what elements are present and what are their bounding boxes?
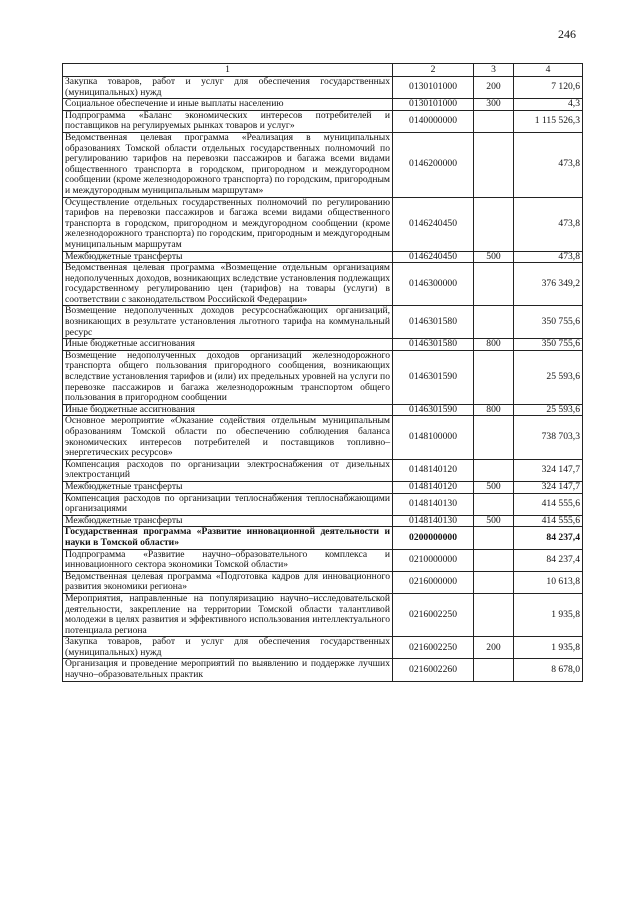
row-amount: 84 237,4: [514, 549, 583, 571]
row-target-code: 0146200000: [393, 132, 474, 197]
row-expense-type: 800: [474, 339, 514, 351]
table-row: [63, 416, 583, 459]
header-col-2: 2: [393, 64, 474, 77]
row-description: Осуществление отдельных государственных полномочий по регулированию тарифов на перевозки пассажиров и багажа всеми видами общественного транспорта в городском, пригородном и междугородном сообщении (кроме железнодорожного транспорта) по городским, пригородным и междугородным муниципальным маршрутам: [63, 197, 393, 251]
row-target-code: 0200000000: [393, 527, 474, 549]
row-amount: 350 755,6: [514, 339, 583, 351]
table-row: [63, 637, 583, 659]
row-amount: 25 593,6: [514, 350, 583, 404]
row-target-code: 0216002250: [393, 637, 474, 659]
row-amount: 473,8: [514, 197, 583, 251]
table-row: [63, 197, 583, 251]
row-target-code: 0140000000: [393, 110, 474, 132]
row-amount: 10 613,8: [514, 571, 583, 593]
row-expense-type: 300: [474, 99, 514, 111]
table-row: [63, 659, 583, 681]
row-target-code: 0148140120: [393, 481, 474, 493]
row-description: Компенсация расходов по организации теплоснабжения теплоснабжающими организациями: [63, 493, 393, 515]
row-description: Иные бюджетные ассигнования: [63, 339, 393, 351]
row-expense-type: [474, 659, 514, 681]
table-row: [63, 251, 583, 263]
row-target-code: 0146240450: [393, 251, 474, 263]
table-row: [63, 99, 583, 111]
row-expense-type: 200: [474, 77, 514, 99]
row-expense-type: [474, 263, 514, 306]
row-expense-type: 500: [474, 251, 514, 263]
row-expense-type: 800: [474, 404, 514, 416]
row-amount: 84 237,4: [514, 527, 583, 549]
table-row: [63, 571, 583, 593]
table-row: [63, 110, 583, 132]
row-expense-type: [474, 416, 514, 459]
row-expense-type: [474, 593, 514, 636]
row-target-code: 0210000000: [393, 549, 474, 571]
row-description: Межбюджетные трансферты: [63, 251, 393, 263]
row-expense-type: [474, 197, 514, 251]
table-row: [63, 493, 583, 515]
table-row: [63, 132, 583, 197]
row-target-code: 0216002250: [393, 593, 474, 636]
table-row: [63, 459, 583, 481]
row-target-code: 0146301580: [393, 339, 474, 351]
row-amount: 1 115 526,3: [514, 110, 583, 132]
table-row: [63, 306, 583, 339]
row-expense-type: [474, 571, 514, 593]
row-expense-type: [474, 132, 514, 197]
row-expense-type: 500: [474, 481, 514, 493]
row-description: Ведомственная целевая программа «Реализация в муниципальных образованиях Томской области отдельных государственных полномочий по регулированию тарифов на перевозки пассажиров и багажа всеми видами общественного транспорта в городском, пригородном и междугородном сообщении (кроме железнодорожного транспорта) по городским, пригородным и междугородным муниципальным маршрутам»: [63, 132, 393, 197]
table-row: [63, 593, 583, 636]
row-target-code: 0216000000: [393, 571, 474, 593]
row-target-code: 0130101000: [393, 77, 474, 99]
row-amount: 324 147,7: [514, 459, 583, 481]
row-target-code: 0146301590: [393, 350, 474, 404]
row-amount: 324 147,7: [514, 481, 583, 493]
row-target-code: 0148140130: [393, 493, 474, 515]
row-amount: 1 935,8: [514, 637, 583, 659]
row-expense-type: [474, 549, 514, 571]
row-amount: 8 678,0: [514, 659, 583, 681]
table-row: [63, 350, 583, 404]
table-row: [63, 339, 583, 351]
row-description: Организация и проведение мероприятий по выявлению и поддержке лучших научно–образовательных практик: [63, 659, 393, 681]
row-target-code: 0216002260: [393, 659, 474, 681]
row-amount: 738 703,3: [514, 416, 583, 459]
row-amount: 350 755,6: [514, 306, 583, 339]
row-expense-type: [474, 306, 514, 339]
row-expense-type: [474, 110, 514, 132]
row-amount: 4,3: [514, 99, 583, 111]
table-header-row: [63, 64, 583, 77]
row-description: Ведомственная целевая программа «Подготовка кадров для инновационного развития экономики региона»: [63, 571, 393, 593]
row-amount: 473,8: [514, 251, 583, 263]
row-amount: 414 555,6: [514, 493, 583, 515]
row-description: Государственная программа «Развитие инновационной деятельности и науки в Томской области»: [63, 527, 393, 549]
table-row: [63, 404, 583, 416]
row-target-code: 0146240450: [393, 197, 474, 251]
row-description: Компенсация расходов по организации электроснабжения от дизельных электростанций: [63, 459, 393, 481]
row-expense-type: [474, 350, 514, 404]
row-amount: 473,8: [514, 132, 583, 197]
row-description: Мероприятия, направленные на популяризацию научно–исследовательской деятельности, закрепление на территории Томской области талантливой молодежи в целях развития и эффективного использования интеллектуального потенциала региона: [63, 593, 393, 636]
row-expense-type: 500: [474, 515, 514, 527]
row-description: Возмещение недополученных доходов ресурсоснабжающих организаций, возникающих в результате установления льготного тарифа на коммунальный ресурс: [63, 306, 393, 339]
header-col-4: 4: [514, 64, 583, 77]
row-description: Закупка товаров, работ и услуг для обеспечения государственных (муниципальных) нужд: [63, 77, 393, 99]
row-expense-type: [474, 527, 514, 549]
row-target-code: 0148140130: [393, 515, 474, 527]
row-description: Ведомственная целевая программа «Возмещение отдельным организациям недополученных доходов, возникающих вследствие установления подлежащих государственному регулированию цен (тарифов) на товары (услуги) в соответствии с законодательством Российской Федерации»: [63, 263, 393, 306]
row-amount: 25 593,6: [514, 404, 583, 416]
header-col-1: 1: [63, 64, 393, 77]
table-row: [63, 515, 583, 527]
row-description: Подпрограмма «Баланс экономических интересов потребителей и поставщиков на регулируемых рынках товаров и услуг»: [63, 110, 393, 132]
row-amount: 376 349,2: [514, 263, 583, 306]
header-col-3: 3: [474, 64, 514, 77]
row-target-code: 0148100000: [393, 416, 474, 459]
row-target-code: 0146300000: [393, 263, 474, 306]
row-expense-type: 200: [474, 637, 514, 659]
row-expense-type: [474, 459, 514, 481]
row-description: Подпрограмма «Развитие научно–образовательного комплекса и инновационного сектора экономики Томской области»: [63, 549, 393, 571]
row-description: Закупка товаров, работ и услуг для обеспечения государственных (муниципальных) нужд: [63, 637, 393, 659]
table-row: [63, 263, 583, 306]
table-row: [63, 527, 583, 549]
row-expense-type: [474, 493, 514, 515]
row-description: Основное мероприятие «Оказание содействия отдельным муниципальным образованиям Томской области по обеспечению соблюдения баланса экономических интересов потребителей и поставщиков топливно–энергетических ресурсов»: [63, 416, 393, 459]
budget-table: [62, 63, 583, 682]
row-description: Иные бюджетные ассигнования: [63, 404, 393, 416]
row-description: Возмещение недополученных доходов организаций железнодорожного транспорта общего пользования пригородного сообщения, возникающих вследствие установления тарифов и (или) их предельных уровней на услуги по перевозке пассажиров и багажа железнодорожным транспортом общего пользования в пригородном сообщении: [63, 350, 393, 404]
row-description: Социальное обеспечение и иные выплаты населению: [63, 99, 393, 111]
row-target-code: 0146301590: [393, 404, 474, 416]
page-number: 246: [558, 27, 576, 41]
row-target-code: 0148140120: [393, 459, 474, 481]
table-row: [63, 481, 583, 493]
row-target-code: 0146301580: [393, 306, 474, 339]
row-description: Межбюджетные трансферты: [63, 515, 393, 527]
table-row: [63, 77, 583, 99]
row-amount: 414 555,6: [514, 515, 583, 527]
table-row: [63, 549, 583, 571]
row-target-code: 0130101000: [393, 99, 474, 111]
row-amount: 7 120,6: [514, 77, 583, 99]
row-description: Межбюджетные трансферты: [63, 481, 393, 493]
row-amount: 1 935,8: [514, 593, 583, 636]
